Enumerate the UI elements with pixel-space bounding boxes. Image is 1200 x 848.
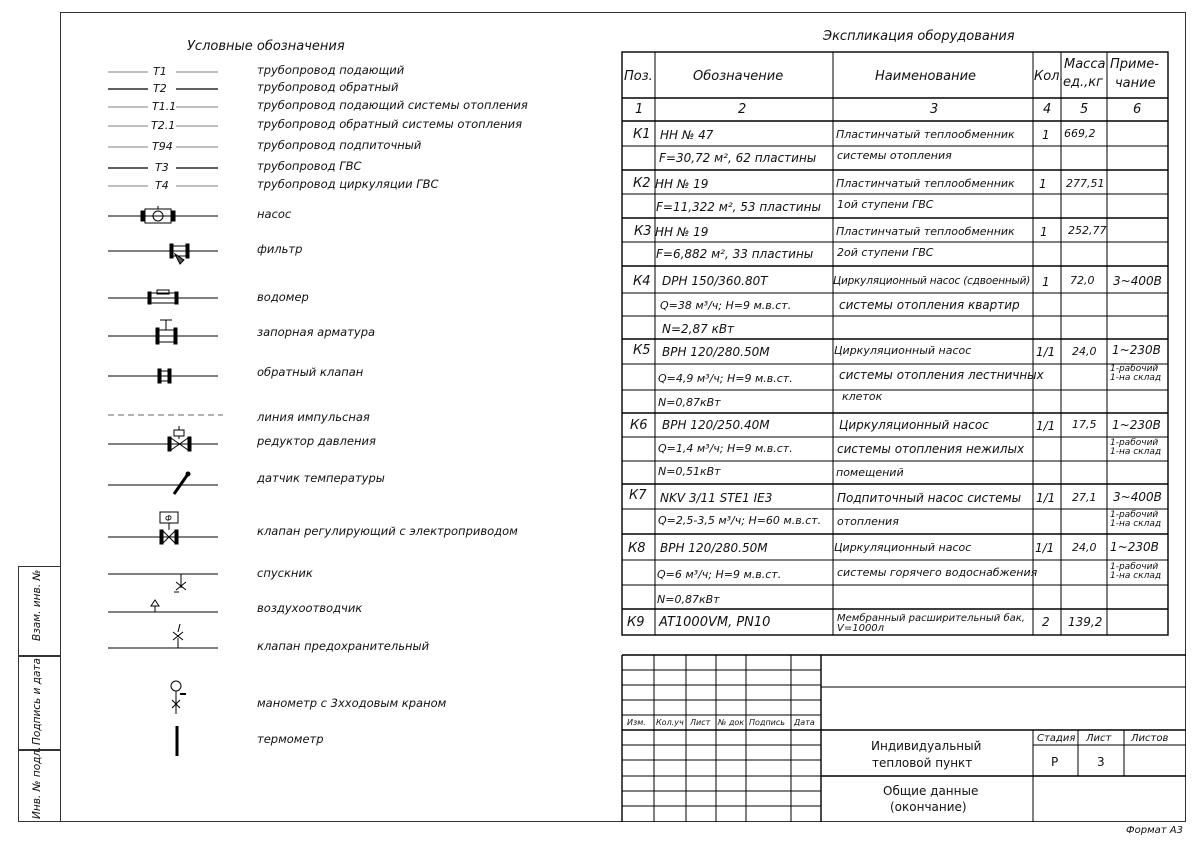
symbol-desc-water-meter: водомер xyxy=(257,290,309,304)
row-note: 3~400В xyxy=(1113,274,1162,288)
row-note: 1~230В xyxy=(1112,418,1161,432)
row-qty: 1/1 xyxy=(1036,345,1056,359)
row-qty: 1/1 xyxy=(1036,491,1056,505)
header-note-l2: чание xyxy=(1115,76,1156,91)
symbol-desc-manometer: манометр с 3хходовым краном xyxy=(257,696,447,710)
side-stamp-sign xyxy=(18,656,60,750)
safety-valve-icon xyxy=(108,622,218,650)
row-note-l2: 1-на склад xyxy=(1110,519,1162,529)
row-designation: F=11,322 м², 53 пластины xyxy=(656,200,821,214)
row-name: Пластинчатый теплообменник xyxy=(836,225,1015,238)
row-designation: Q=1,4 м³/ч; H=9 м.в.ст. xyxy=(658,442,793,455)
row-mass: 72,0 xyxy=(1070,274,1095,287)
row-name: клеток xyxy=(842,390,883,403)
row-designation: НН № 47 xyxy=(660,128,714,142)
thermometer-icon xyxy=(173,726,183,758)
drain-valve-icon xyxy=(108,568,218,594)
header-note-l1: Приме- xyxy=(1110,57,1159,72)
row-name: помещений xyxy=(836,466,904,479)
line-desc-t2: трубопровод обратный xyxy=(257,80,399,94)
symbol-desc-motor-valve: клапан регулирующий с электроприводом xyxy=(257,524,518,538)
line-desc-t3: трубопровод ГВС xyxy=(257,159,362,173)
row-designation: Q=38 м³/ч; H=9 м.в.ст. xyxy=(660,299,792,312)
row-pos: К6 xyxy=(630,418,648,433)
header-qty: Кол. xyxy=(1034,69,1064,84)
symbol-desc-drain: спускник xyxy=(257,566,313,580)
project-title-l2: тепловой пункт xyxy=(872,756,973,770)
row-name: Подпиточный насос системы xyxy=(837,491,1022,505)
row-name: отопления xyxy=(837,515,899,528)
row-designation: НН № 19 xyxy=(655,225,709,239)
row-name: системы отопления нежилых xyxy=(837,442,1025,456)
symbol-desc-filter: фильтр xyxy=(257,242,303,256)
project-title-l1: Индивидуальный xyxy=(871,739,982,753)
symbol-desc-reducer: редуктор давления xyxy=(257,434,376,448)
row-note: 1~230В xyxy=(1110,540,1159,554)
row-note: 3~400В xyxy=(1113,490,1162,504)
row-name: 2ой ступени ГВС xyxy=(837,246,934,259)
row-designation: BPH 120/250.40M xyxy=(662,418,770,432)
row-mass: 27,1 xyxy=(1072,491,1097,504)
row-name: системы горячего водоснабжения xyxy=(837,566,1038,579)
row-mass: 277,51 xyxy=(1066,177,1105,190)
col-num-1: 1 xyxy=(635,102,644,117)
row-qty: 1 xyxy=(1042,275,1050,289)
line-code-t2: T2 xyxy=(153,82,167,95)
line-code-t3: T3 xyxy=(155,161,169,174)
row-designation: F=30,72 м², 62 пластины xyxy=(659,151,817,165)
pump-icon xyxy=(108,204,218,228)
row-designation: Q=2,5-3,5 м³/ч; H=60 м.в.ст. xyxy=(658,514,822,527)
header-designation: Обозначение xyxy=(693,69,784,84)
explication-title: Экспликация оборудования xyxy=(823,29,1015,44)
temperature-sensor-icon xyxy=(108,470,218,500)
side-stamp-inv xyxy=(18,746,60,822)
line-desc-t11: трубопровод подающий системы отопления xyxy=(257,98,528,112)
col-num-2: 2 xyxy=(738,102,747,117)
row-pos: К2 xyxy=(633,176,651,191)
motorized-valve-icon xyxy=(108,510,218,546)
stamp-col-kol: Кол.уч xyxy=(656,718,684,727)
symbol-desc-pump: насос xyxy=(257,207,292,221)
side-label-sign: Подпись и дата xyxy=(31,658,43,745)
row-designation: N=0,87кВт xyxy=(658,396,721,409)
col-num-3: 3 xyxy=(930,102,939,117)
row-name: Пластинчатый теплообменник xyxy=(836,128,1015,141)
row-designation: Q=6 м³/ч; H=9 м.в.ст. xyxy=(657,568,782,581)
row-name: Циркуляционный насос (сдвоенный) xyxy=(833,275,1031,287)
row-pos: К1 xyxy=(633,127,651,142)
sheet-title-l2: (окончание) xyxy=(890,800,967,814)
row-designation: N=0,51кВт xyxy=(658,465,721,478)
row-name: Циркуляционный насос xyxy=(834,541,972,554)
line-code-t4: T4 xyxy=(155,179,169,192)
row-note-l1: 1-рабочий xyxy=(1110,438,1159,448)
row-mass: 139,2 xyxy=(1068,615,1103,629)
row-designation: DPH 150/360.80T xyxy=(662,274,768,288)
row-name-l1: Мембранный расширительный бак, xyxy=(837,613,1025,624)
row-pos: К4 xyxy=(633,274,651,289)
symbol-desc-safety: клапан предохранительный xyxy=(257,639,430,653)
row-note-l2: 1-на склад xyxy=(1110,373,1162,383)
col-num-5: 5 xyxy=(1080,102,1089,117)
row-mass: 24,0 xyxy=(1072,345,1097,358)
symbol-desc-air-vent: воздухоотводчик xyxy=(257,601,363,615)
row-pos: К8 xyxy=(628,541,646,556)
line-desc-t1: трубопровод подающий xyxy=(257,63,405,77)
stage-label: Стадия xyxy=(1037,733,1076,744)
line-desc-t21: трубопровод обратный системы отопления xyxy=(257,117,523,131)
symbol-desc-check-valve: обратный клапан xyxy=(257,365,364,379)
row-note-l1: 1-рабочий xyxy=(1110,510,1159,520)
row-name: Пластинчатый теплообменник xyxy=(836,177,1015,190)
row-note-l1: 1-рабочий xyxy=(1110,364,1159,374)
header-mass-l1: Масса xyxy=(1064,57,1106,72)
symbol-desc-shutoff: запорная арматура xyxy=(257,325,376,339)
row-designation: N=0,87кВт xyxy=(657,593,720,606)
row-qty: 1/1 xyxy=(1035,541,1055,555)
row-qty: 2 xyxy=(1042,615,1050,629)
stamp-col-sign: Подпись xyxy=(749,718,785,727)
symbol-desc-thermometer: термометр xyxy=(257,732,324,746)
row-designation: BPH 120/280.50M xyxy=(660,541,768,555)
row-name: системы отопления квартир xyxy=(839,298,1020,312)
title-block-grid xyxy=(0,0,1,1)
row-mass: 17,5 xyxy=(1072,418,1097,431)
side-stamp-swap xyxy=(18,566,60,656)
row-qty: 1 xyxy=(1042,128,1050,142)
row-name: системы отопления лестничных xyxy=(839,368,1044,382)
line-code-t1: T1 xyxy=(153,65,167,78)
check-valve-icon xyxy=(108,366,218,386)
sheets-label: Листов xyxy=(1131,733,1169,744)
row-designation: NKV 3/11 STE1 IE3 xyxy=(660,491,773,505)
col-num-4: 4 xyxy=(1043,102,1052,117)
row-mass: 669,2 xyxy=(1064,127,1096,140)
row-designation: Q=4,9 м³/ч; H=9 м.в.ст. xyxy=(658,372,793,385)
row-qty: 1 xyxy=(1040,225,1048,239)
row-pos: К9 xyxy=(627,615,645,630)
row-designation: N=2,87 кВт xyxy=(662,322,735,336)
row-designation: F=6,882 м², 33 пластины xyxy=(656,247,814,261)
row-mass: 252,77 xyxy=(1068,224,1107,237)
row-qty: 1 xyxy=(1039,177,1047,191)
sheet-label: Лист xyxy=(1086,733,1112,744)
row-name-l2: V=1000л xyxy=(837,623,885,634)
row-designation: НН № 19 xyxy=(655,177,709,191)
col-num-6: 6 xyxy=(1133,102,1142,117)
sheet-title-l1: Общие данные xyxy=(883,784,979,798)
line-code-t94: T94 xyxy=(152,140,173,153)
side-label-swap: Взам. инв. № xyxy=(31,569,43,641)
header-pos: Поз. xyxy=(624,69,653,84)
impulse-line-icon xyxy=(108,413,223,417)
shutoff-valve-icon xyxy=(108,318,218,350)
row-pos: К5 xyxy=(633,343,651,358)
row-note-l2: 1-на склад xyxy=(1110,447,1162,457)
stage-value: Р xyxy=(1051,755,1059,769)
row-name: системы отопления xyxy=(837,149,952,162)
side-label-inv: Инв. № подл. xyxy=(31,746,43,819)
symbol-desc-temp-sensor: датчик температуры xyxy=(257,471,385,485)
row-qty: 1/1 xyxy=(1036,419,1056,433)
line-code-t21: T2.1 xyxy=(151,119,176,132)
sheet-value: 3 xyxy=(1097,755,1105,769)
row-designation: AT1000VM, PN10 xyxy=(659,615,771,630)
row-note-l2: 1-на склад xyxy=(1110,571,1162,581)
row-note: 1~230В xyxy=(1112,343,1161,357)
symbol-desc-impulse: линия импульсная xyxy=(257,410,370,424)
header-mass-l2: ед.,кг xyxy=(1063,75,1103,90)
line-desc-t94: трубопровод подпиточный xyxy=(257,138,422,152)
line-desc-t4: трубопровод циркуляции ГВС xyxy=(257,177,439,191)
stamp-col-doc: № док xyxy=(718,718,745,727)
row-name: Циркуляционный насос xyxy=(839,418,989,432)
legend-title: Условные обозначения xyxy=(187,39,345,54)
filter-icon xyxy=(108,240,218,266)
water-meter-icon xyxy=(108,288,218,308)
header-name: Наименование xyxy=(875,69,977,84)
stamp-col-date: Дата xyxy=(794,718,815,727)
row-pos: К7 xyxy=(629,488,647,503)
pressure-reducer-icon xyxy=(108,426,218,458)
manometer-icon xyxy=(164,680,194,716)
row-note-l1: 1-рабочий xyxy=(1110,562,1159,572)
line-code-t11: T1.1 xyxy=(152,100,177,113)
svg-text:Ф: Ф xyxy=(165,514,172,523)
air-vent-icon xyxy=(108,592,218,616)
row-name: 1ой ступени ГВС xyxy=(837,198,934,211)
stamp-col-izm: Изм. xyxy=(627,718,646,727)
format-label: Формат А3 xyxy=(1126,825,1183,836)
row-name: Циркуляционный насос xyxy=(834,344,972,357)
row-mass: 24,0 xyxy=(1072,541,1097,554)
stamp-col-list: Лист xyxy=(690,718,711,727)
row-pos: К3 xyxy=(634,224,652,239)
row-designation: BPH 120/280.50M xyxy=(662,345,770,359)
